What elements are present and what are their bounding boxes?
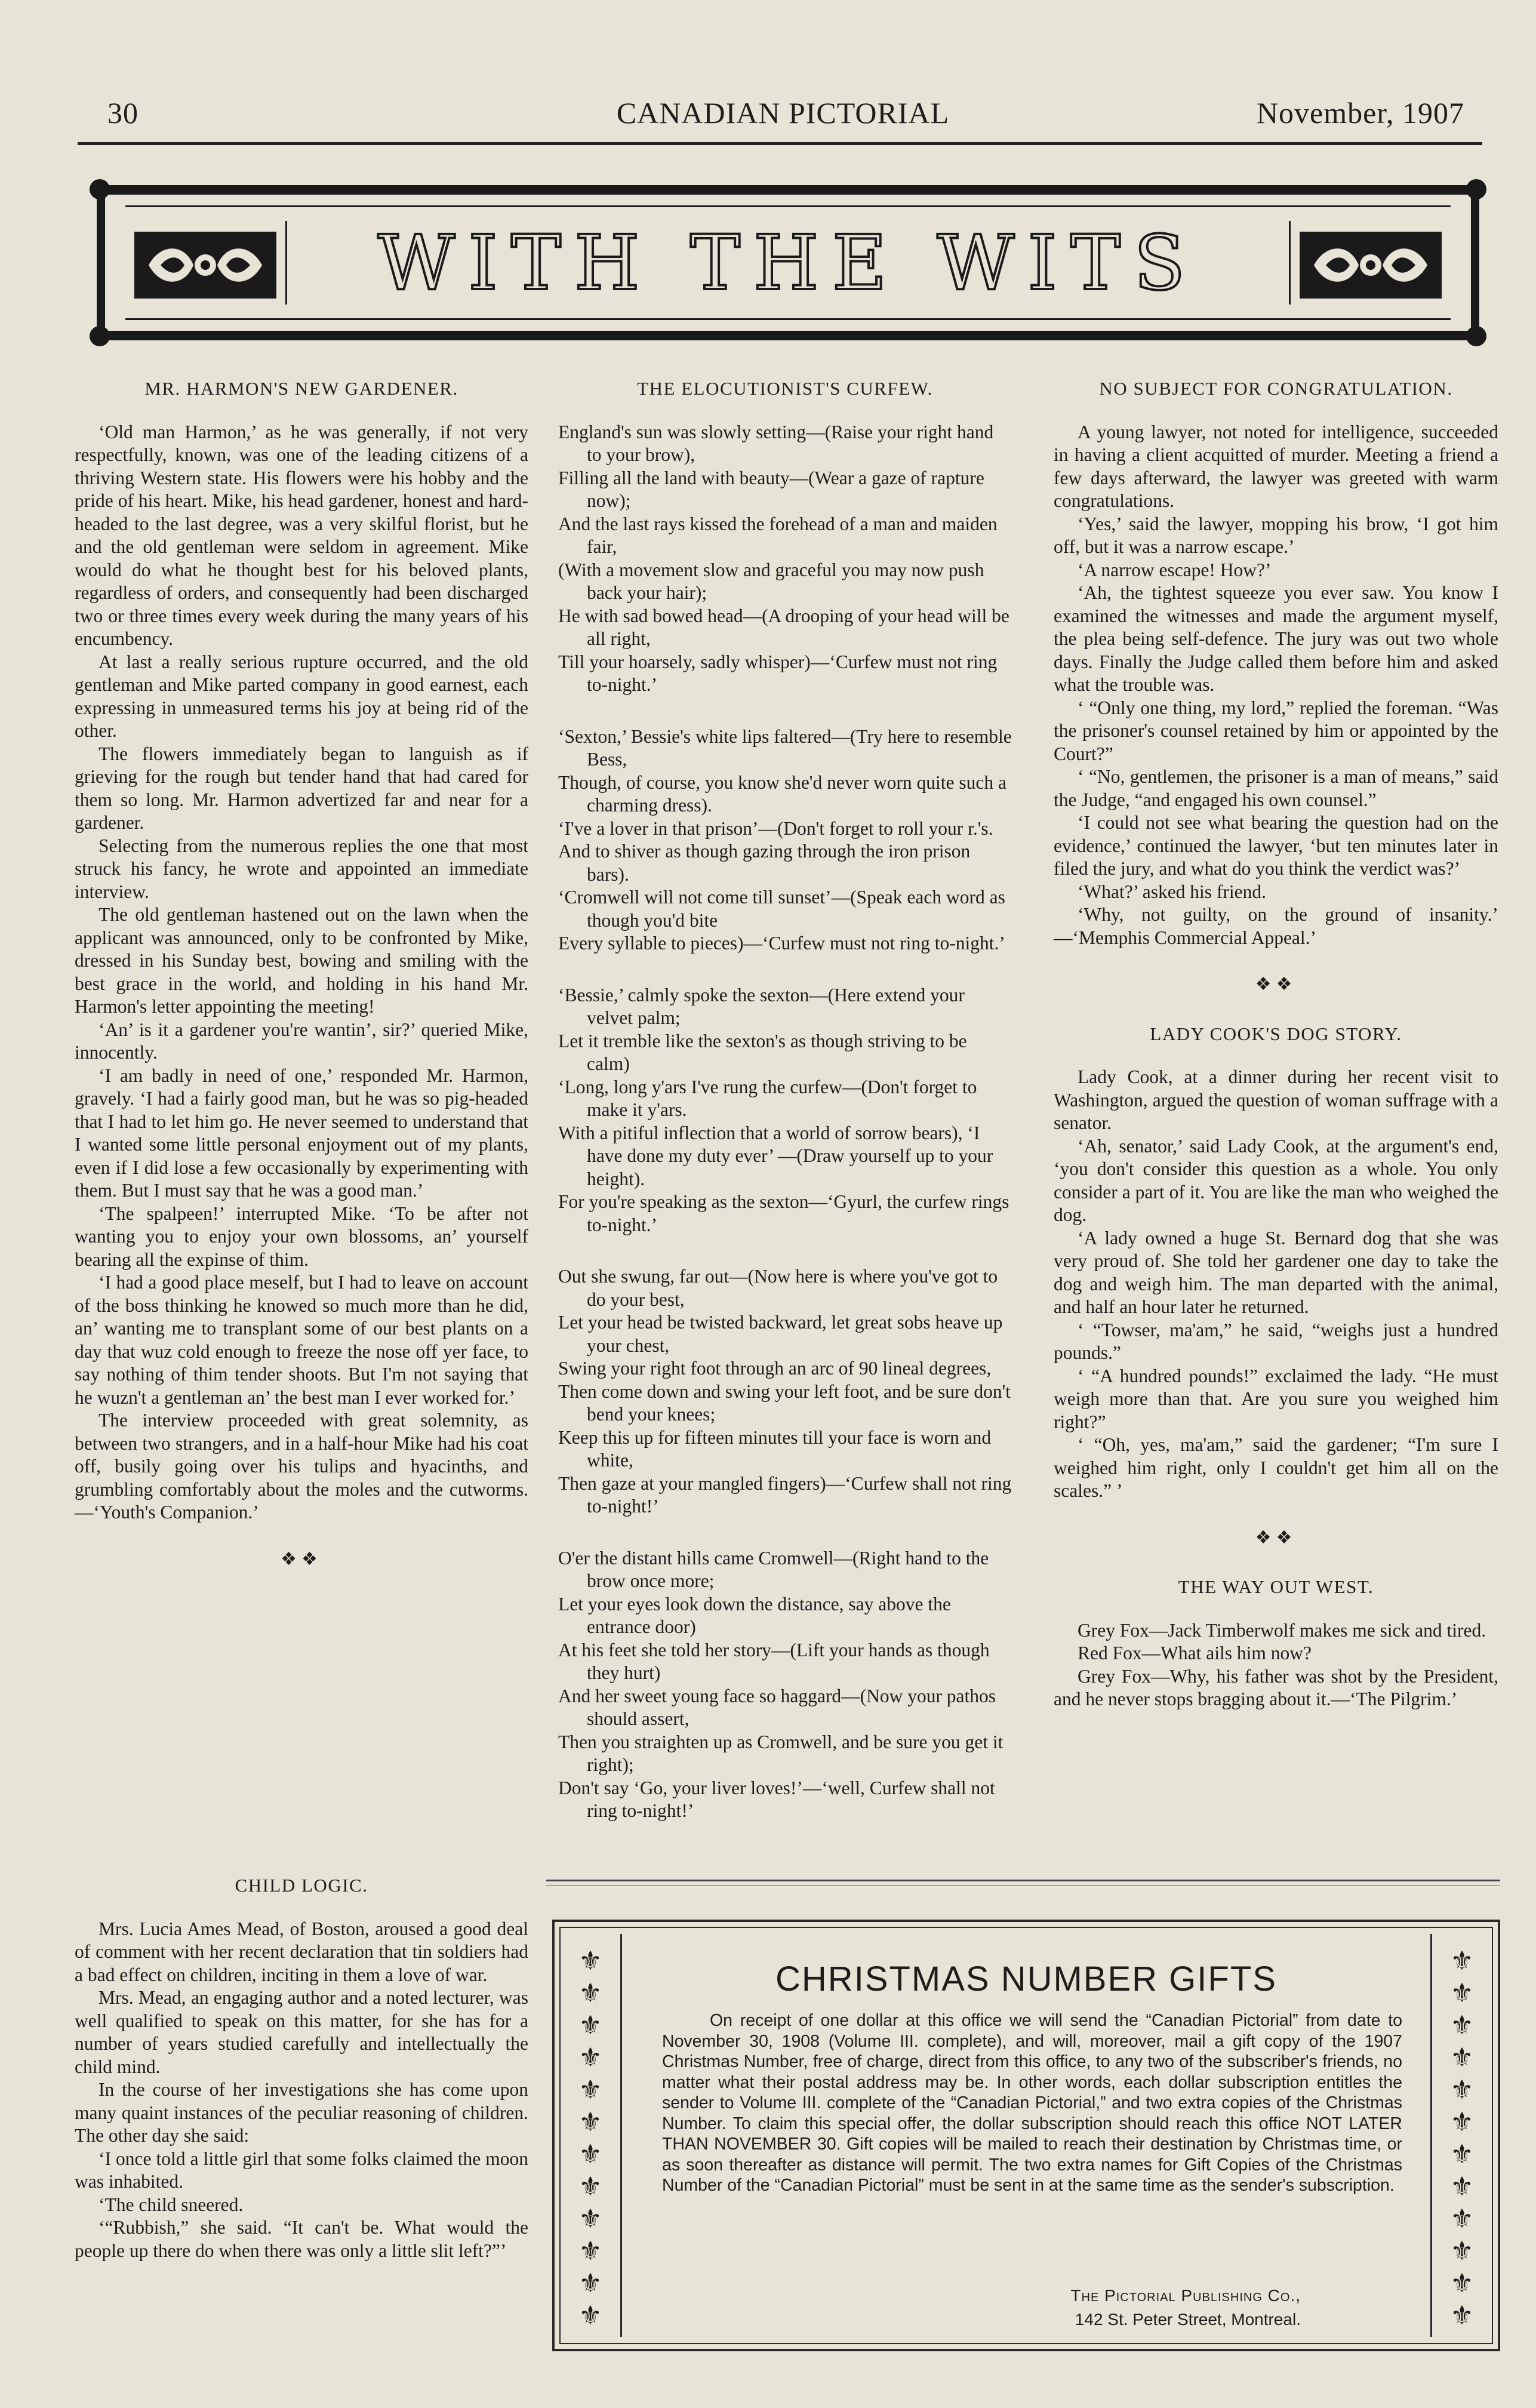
verse-line: Then you straighten up as Cromwell, and be sure you get it right); (558, 1731, 1004, 1775)
christmas-gifts-advertisement (552, 1920, 1500, 2351)
ad-signature (1070, 2284, 1301, 2332)
fleur-border-right (1438, 1946, 1486, 2331)
fleur-de-lis-icon: ⚜ (578, 2172, 602, 2201)
verse-line: (With a movement slow and graceful you may now push back your hair); (558, 559, 984, 603)
verse-line: And to shiver as though gazing through the iron prison bars). (558, 841, 971, 885)
fleur-de-lis-icon: ⚜ (1450, 2075, 1474, 2105)
fleur-de-lis-icon: ⚜ (578, 2108, 602, 2137)
column-1 (75, 375, 528, 1597)
fleur-de-lis-icon: ⚜ (578, 2237, 602, 2266)
ad-paragraph: On receipt of one dollar at this office we will send the “Canadian Pictorial” from date to November 30, 1908 (Volume III. complete), and will, moreover, mail a gift copy of the 1907 Christmas Number, free of charge, direct from this office, to any two of the subscriber's friends, no matter what their postal address may be. In other words, each dollar subscription entitles the sender to Volume III. complete of the “Canadian Pictorial,” and two extra copies of the Christmas Number. To claim this special offer, the dollar subscription should reach this office NOT LATER THAN NOVEMBER 30. Gift copies will be mailed to reach their destination by Christmas time, or as soon thereafter as distance will permit. The two extra names for Gift Copies of the Christmas Number of the “Canadian Pictorial” must be sent in at the same time as the sender's subscription. (662, 2011, 1402, 2195)
fleur-de-lis-icon: ⚜ (1450, 2011, 1474, 2040)
paragraph: ‘Why, not guilty, on the ground of insanity.’ —‘Memphis Commercial Appeal.’ (1054, 904, 1498, 948)
fleur-de-lis-icon: ⚜ (1450, 2204, 1474, 2234)
verse-line: Though, of course, you know she'd never worn quite such a charming dress). (558, 771, 1007, 816)
article-heading: NO SUBJECT FOR CONGRATULATION. (1099, 378, 1453, 399)
section-banner (90, 179, 1486, 346)
column-3 (1054, 375, 1498, 1711)
verse-line: At his feet she told her story—(Lift your hands as though they hurt) (558, 1639, 990, 1683)
verse-line: And her sweet young face so haggard—(Now your pathos should assert, (558, 1685, 996, 1729)
verse-line: He with sad bowed head—(A drooping of your head will be all right, (558, 605, 1009, 649)
verse-line: ‘Long, long y'ars I've rung the curfew—(Don't forget to make it y'ars. (558, 1076, 977, 1120)
fleur-de-lis-icon: ⚜ (578, 2301, 602, 2330)
banner-title: WITH THE WITS (377, 219, 1199, 307)
fleur-de-lis-icon: ⚜ (1450, 2043, 1474, 2072)
fleur-de-lis-icon: ⚜ (1450, 1946, 1474, 1976)
stanza (558, 421, 1012, 697)
paragraph: In the course of her investigations she has come upon many quaint instances of the peculiar reasoning of children. The other day she said: (75, 2079, 528, 2146)
fleur-de-lis-icon: ⚜ (578, 2011, 602, 2040)
verse-line: Then come down and swing your left foot, and be sure don't bend your knees; (558, 1380, 1011, 1425)
stanza (558, 1547, 1012, 1823)
fleur-de-lis-icon: ⚜ (578, 1946, 602, 1976)
divider-rule (546, 1880, 1500, 1881)
fleur-de-lis-icon: ⚜ (578, 1979, 602, 2008)
article-heading: MR. HARMON'S NEW GARDENER. (144, 378, 458, 399)
paragraph: Red Fox—What ails him now? (1078, 1643, 1312, 1663)
floral-ornament-icon (134, 232, 276, 299)
paragraph: ‘ “Only one thing, my lord,” replied the foreman. “Was the prisoner's counsel retained by him or appointed by the Court?” (1054, 697, 1498, 764)
paragraph: ‘An’ is it a gardener you're wantin’, sir?’ queried Mike, innocently. (75, 1019, 528, 1063)
verse-line: ‘Cromwell will not come till sunset’—(Speak each word as though you'd bite (558, 887, 1005, 931)
paragraph: ‘What?’ asked his friend. (1078, 881, 1267, 902)
verse-line: England's sun was slowly setting—(Raise your right hand to your brow), (558, 421, 994, 465)
verse-line: Let your head be twisted backward, let great sobs heave up your chest, (558, 1312, 1003, 1356)
verse-line: For you're speaking as the sexton—‘Gyurl, the curfew rings to-night.’ (558, 1191, 1009, 1235)
paragraph: ‘Old man Harmon,’ as he was generally, if not very respectfully, known, was one of the leading citizens of a thriving Western state. His flowers were his hobby and the pride of his heart. Mike, his head gardener, honest and hard-headed to the last degree, was a very skilful florist, but he and the old gentleman were seldom in agreement. Mike would do what he thought best for his beloved plants, regardless of orders, and consequently had been discharged two or three times every week during the many years of his encumbency. (75, 421, 528, 649)
article-heading: CHILD LOGIC. (235, 1875, 368, 1896)
fleur-de-lis-icon: ⚜ (1450, 2269, 1474, 2298)
article-heading: LADY COOK'S DOG STORY. (1150, 1023, 1402, 1044)
article-heading: THE WAY OUT WEST. (1178, 1576, 1374, 1597)
publisher-address: 142 St. Peter Street, Montreal. (1075, 2310, 1301, 2329)
section-separator: ❖❖ (281, 1549, 322, 1569)
issue-date: November, 1907 (1256, 96, 1464, 130)
paragraph: ‘“Rubbish,” she said. “It can't be. What would the people up there do when there was only a little slit left?”’ (75, 2217, 528, 2261)
page-number: 30 (107, 96, 138, 130)
verse-line: Then gaze at your mangled fingers)—‘Curfew shall not ring to-night!’ (558, 1472, 1012, 1517)
paragraph: ‘ “Oh, yes, ma'am,” said the gardener; “I'm sure I weighed him right, only I couldn't get him all on the scales.” ’ (1054, 1434, 1498, 1501)
stanza (558, 725, 1012, 955)
article-heading: THE ELOCUTIONIST'S CURFEW. (637, 378, 933, 399)
paragraph: ‘ “No, gentlemen, the prisoner is a man of means,” said the Judge, “and engaged his own counsel.” (1054, 766, 1498, 810)
paragraph: The flowers immediately began to languish as if grieving for the rough but tender hand that had cared for them so long. Mr. Harmon advertized far and near for a gardener. (75, 743, 528, 833)
column-1-lower (75, 1872, 528, 2262)
floral-ornament-icon (1300, 232, 1442, 299)
verse-line: Keep this up for fifteen minutes till your face is worn and white, (558, 1426, 992, 1471)
stanza (558, 1265, 1012, 1518)
fleur-de-lis-icon: ⚜ (1450, 2172, 1474, 2201)
paragraph: Grey Fox—Why, his father was shot by the President, and he never stops bragging about it.—‘The Pilgrim.’ (1054, 1665, 1498, 1709)
verse-line: Let it tremble like the sexton's as though striving to be calm) (558, 1030, 967, 1074)
section-separator: ❖❖ (1255, 1527, 1297, 1548)
fleur-de-lis-icon: ⚜ (1450, 1979, 1474, 2008)
paragraph: ‘I am badly in need of one,’ responded Mr. Harmon, gravely. ‘I had a fairly good man, but he was so pig-headed that I had to let him go. He never seemed to understand that I wanted some little personal enjoyment out of my plants, even if I did lose a few occasionally by experimenting with them. But I must say that he was a good man.’ (75, 1065, 528, 1201)
verse-line: ‘I've a lover in that prison’—(Don't forget to roll your r.'s. (558, 817, 993, 839)
ad-title: CHRISTMAS NUMBER GIFTS (775, 1960, 1277, 1998)
paragraph: ‘The child sneered. (98, 2194, 244, 2215)
verse-line: And the last rays kissed the forehead of a man and maiden fair, (558, 513, 998, 557)
column-2 (558, 375, 1012, 1852)
fleur-de-lis-icon: ⚜ (578, 2269, 602, 2298)
header-rule (78, 142, 1482, 145)
fleur-de-lis-icon: ⚜ (1450, 2301, 1474, 2330)
ad-body (662, 2010, 1402, 2196)
fleur-de-lis-icon: ⚜ (1450, 2108, 1474, 2137)
paragraph: ‘I once told a little girl that some folks claimed the moon was inhabited. (75, 2148, 528, 2192)
verse-line: Swing your right foot through an arc of 90 lineal degrees, (558, 1358, 992, 1379)
paragraph: ‘A narrow escape! How?’ (1078, 559, 1272, 580)
paragraph: ‘ “Towser, ma'am,” he said, “weighs just a hundred pounds.” (1054, 1319, 1498, 1363)
paragraph: ‘Yes,’ said the lawyer, mopping his brow, ‘I got him off, but it was a narrow escape.’ (1054, 513, 1498, 557)
fleur-de-lis-icon: ⚜ (578, 2204, 602, 2234)
fleur-de-lis-icon: ⚜ (1450, 2237, 1474, 2266)
stanza (558, 984, 1012, 1237)
verse-line: Don't say ‘Go, your liver loves!’—‘well, Curfew shall not ring to-night!’ (558, 1777, 995, 1821)
fleur-de-lis-icon: ⚜ (578, 2140, 602, 2169)
paragraph: Grey Fox—Jack Timberwolf makes me sick and tired. (1078, 1619, 1486, 1641)
verse-line: With a pitiful inflection that a world of sorrow bears), ‘I have done my duty ever’ —(Draw yourself up to your height). (558, 1122, 993, 1189)
paragraph: ‘I had a good place meself, but I had to leave on account of the boss thinking he knowed so much more than he did, an’ wanting me to transplant some of our best plants on a day that wuz cold enough to freeze the nose off yer face, to say nothing of thim tender shoots. But I'm not saying that he wuzn't a gentleman an’ the best man I ever worked for.’ (75, 1272, 528, 1408)
paragraph: Lady Cook, at a dinner during her recent visit to Washington, argued the question of woman suffrage with a senator. (1054, 1066, 1498, 1133)
paragraph: Mrs. Lucia Ames Mead, of Boston, aroused a good deal of comment with her recent declaration that tin soldiers had a bad effect on children, inciting in them a love of war. (75, 1918, 528, 1985)
verse-line: Till your hoarsely, sadly whisper)—‘Curfew must not ring to-night.’ (558, 651, 998, 695)
running-head (101, 96, 1464, 143)
verse-line: Filling all the land with beauty—(Wear a gaze of rapture now); (558, 467, 984, 511)
paragraph: ‘Ah, the tightest squeeze you ever saw. You know I examined the witnesses and made the argument myself, the plea being self-defence. The jury was out two whole days. Finally the Judge called them before him and asked what the trouble was. (1054, 582, 1498, 695)
fleur-de-lis-icon: ⚜ (578, 2075, 602, 2105)
fleur-de-lis-icon: ⚜ (578, 2043, 602, 2072)
paragraph: The interview proceeded with great solemnity, as between two strangers, and in a half-hour Mike had his coat off, busily going over his tulips and hyacinths, and grumbling comfortably about the moles and the cutworms.—‘Youth's Companion.’ (75, 1410, 528, 1523)
paragraph: ‘I could not see what bearing the question had on the evidence,’ continued the lawyer, ‘but ten minutes later in filed the jury, and what do you think the verdict was?’ (1054, 812, 1498, 879)
section-separator: ❖❖ (1255, 974, 1297, 994)
paragraph: A young lawyer, not noted for intelligence, succeeded in having a client acquitted of murder. Meeting a friend a few days afterward, the lawyer was greeted with warm congratulations. (1054, 421, 1498, 511)
verse-line: Out she swung, far out—(Now here is where you've got to do your best, (558, 1266, 998, 1310)
fleur-border-left (567, 1946, 614, 2331)
paragraph: ‘ “A hundred pounds!” exclaimed the lady. “He must weigh more than that. Are you sure you weighed him right?” (1054, 1365, 1498, 1432)
publication-title: CANADIAN PICTORIAL (616, 96, 950, 130)
verse-line: ‘Sexton,’ Bessie's white lips faltered—(Try here to resemble Bess, (558, 725, 1012, 770)
verse-line: ‘Bessie,’ calmly spoke the sexton—(Here extend your velvet palm; (558, 984, 965, 1028)
paragraph: ‘The spalpeen!’ interrupted Mike. ‘To be after not wanting you to enjoy your own blossoms, an’ yourself bearing all the expinse of thim. (75, 1203, 528, 1270)
verse-line: O'er the distant hills came Cromwell—(Right hand to the brow once more; (558, 1547, 989, 1591)
paragraph: The old gentleman hastened out on the lawn when the applicant was announced, only to be confronted by Mike, dressed in his Sunday best, bowing and smiling with the best grace in the world, and holding in his hand Mr. Harmon's letter appointing the meeting! (75, 904, 528, 1017)
verse-line: Let your eyes look down the distance, say above the entrance door) (558, 1593, 951, 1637)
paragraph: Selecting from the numerous replies the one that most struck his fancy, he wrote and appointed an immediate interview. (75, 835, 528, 902)
paragraph: At last a really serious rupture occurred, and the old gentleman and Mike parted company in good earnest, each expressing in unmeasured terms his joy at being rid of the other. (75, 651, 528, 741)
paragraph: Mrs. Mead, an engaging author and a noted lecturer, was well qualified to speak on this matter, for she has for a number of years studied carefully and intellectually the child mind. (75, 1987, 528, 2077)
paragraph: ‘Ah, senator,’ said Lady Cook, at the argument's end, ‘you don't consider this question as a whole. You only consider a part of it. You are like the man who weighed the dog. (1054, 1135, 1498, 1225)
paragraph: ‘A lady owned a huge St. Bernard dog that she was very proud of. She told her gardener one day to take the dog and weigh him. The man departed with the animal, and half an hour later he returned. (1054, 1227, 1498, 1317)
publisher-name: The Pictorial Publishing Co., (1070, 2286, 1301, 2305)
fleur-de-lis-icon: ⚜ (1450, 2140, 1474, 2169)
verse-line: Every syllable to pieces)—‘Curfew must not ring to-night.’ (558, 933, 1005, 954)
